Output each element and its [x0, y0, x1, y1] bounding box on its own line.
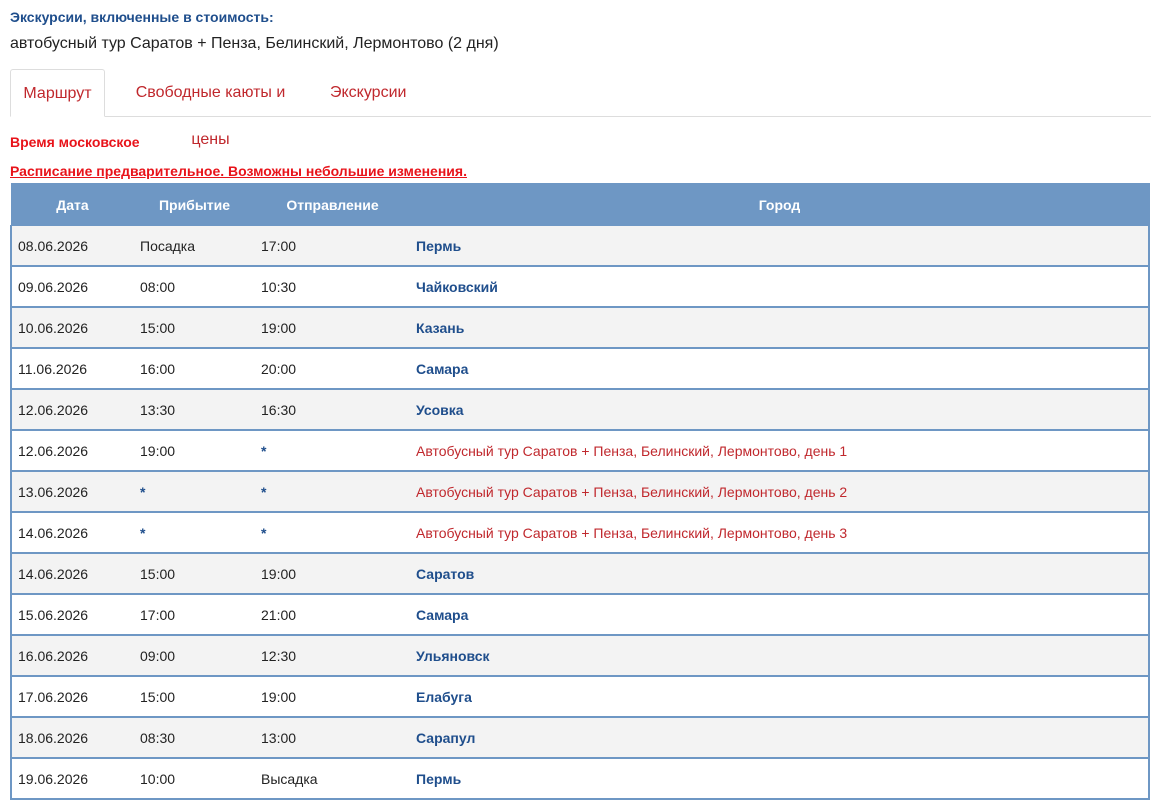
header-departure: Отправление — [255, 184, 410, 226]
row-city-link[interactable]: Елабуга — [410, 676, 1149, 717]
tab-route[interactable]: Маршрут — [10, 69, 105, 117]
row-arrival: Посадка — [134, 226, 255, 267]
row-arrival: * — [134, 512, 255, 553]
row-arrival: 15:00 — [134, 676, 255, 717]
row-departure: * — [255, 471, 410, 512]
table-row — [11, 266, 1149, 307]
row-date: 16.06.2026 — [11, 635, 134, 676]
row-departure: 19:00 — [255, 307, 410, 348]
row-date: 13.06.2026 — [11, 471, 134, 512]
excursions-title: Экскурсии, включенные в стоимость: — [10, 9, 274, 25]
table-header-row — [11, 184, 1149, 226]
row-date: 19.06.2026 — [11, 758, 134, 799]
table-row — [11, 758, 1149, 799]
table-row — [11, 430, 1149, 471]
row-date: 18.06.2026 — [11, 717, 134, 758]
row-date: 09.06.2026 — [11, 266, 134, 307]
schedule-disclaimer: Расписание предварительное. Возможны небольшие изменения. — [10, 163, 467, 179]
row-city-link[interactable]: Казань — [410, 307, 1149, 348]
row-arrival: 19:00 — [134, 430, 255, 471]
row-city-link[interactable]: Саратов — [410, 553, 1149, 594]
row-excursion-link[interactable]: Автобусный тур Саратов + Пенза, Белинский, Лермонтово, день 2 — [410, 471, 1149, 512]
header-city: Город — [410, 184, 1149, 226]
header-date: Дата — [11, 184, 134, 226]
row-date: 12.06.2026 — [11, 389, 134, 430]
row-date: 14.06.2026 — [11, 553, 134, 594]
header-arrival: Прибытие — [134, 184, 255, 226]
row-arrival: 17:00 — [134, 594, 255, 635]
row-arrival: 09:00 — [134, 635, 255, 676]
row-departure: 20:00 — [255, 348, 410, 389]
row-city-link[interactable]: Самара — [410, 594, 1149, 635]
row-arrival: 08:30 — [134, 717, 255, 758]
row-arrival: 13:30 — [134, 389, 255, 430]
tab-cabins-prices[interactable]: Свободные каюты и цены — [135, 84, 286, 148]
row-city-link[interactable]: Сарапул — [410, 717, 1149, 758]
table-row — [11, 226, 1149, 267]
row-arrival: 15:00 — [134, 307, 255, 348]
row-city-link[interactable]: Усовка — [410, 389, 1149, 430]
table-row — [11, 717, 1149, 758]
table-row — [11, 512, 1149, 553]
row-date: 08.06.2026 — [11, 226, 134, 267]
row-excursion-link[interactable]: Автобусный тур Саратов + Пенза, Белинский, Лермонтово, день 3 — [410, 512, 1149, 553]
row-date: 17.06.2026 — [11, 676, 134, 717]
row-departure: 19:00 — [255, 676, 410, 717]
row-city-link[interactable]: Чайковский — [410, 266, 1149, 307]
row-departure: 12:30 — [255, 635, 410, 676]
row-arrival: 16:00 — [134, 348, 255, 389]
row-departure: 21:00 — [255, 594, 410, 635]
row-departure: 19:00 — [255, 553, 410, 594]
table-row — [11, 635, 1149, 676]
excursions-item: автобусный тур Саратов + Пенза, Белинский, Лермонтово (2 дня) — [10, 35, 499, 52]
row-city-link[interactable]: Самара — [410, 348, 1149, 389]
table-row — [11, 307, 1149, 348]
row-arrival: 10:00 — [134, 758, 255, 799]
row-date: 11.06.2026 — [11, 348, 134, 389]
row-date: 15.06.2026 — [11, 594, 134, 635]
schedule-body — [11, 226, 1149, 800]
excursions-block — [10, 8, 499, 54]
row-excursion-link[interactable]: Автобусный тур Саратов + Пенза, Белинский, Лермонтово, день 1 — [410, 430, 1149, 471]
row-arrival: * — [134, 471, 255, 512]
table-row — [11, 676, 1149, 717]
table-row — [11, 553, 1149, 594]
row-city-link[interactable]: Пермь — [410, 226, 1149, 267]
row-arrival: 15:00 — [134, 553, 255, 594]
table-row — [11, 389, 1149, 430]
row-arrival: 08:00 — [134, 266, 255, 307]
row-departure: * — [255, 512, 410, 553]
row-date: 12.06.2026 — [11, 430, 134, 471]
row-departure: 16:30 — [255, 389, 410, 430]
row-city-link[interactable]: Пермь — [410, 758, 1149, 799]
row-departure: 17:00 — [255, 226, 410, 267]
moscow-time-note: Время московское — [10, 134, 140, 150]
row-date: 14.06.2026 — [11, 512, 134, 553]
row-departure: * — [255, 430, 410, 471]
row-date: 10.06.2026 — [11, 307, 134, 348]
row-departure: 10:30 — [255, 266, 410, 307]
table-row — [11, 348, 1149, 389]
row-departure: 13:00 — [255, 717, 410, 758]
row-city-link[interactable]: Ульяновск — [410, 635, 1149, 676]
tab-excursions[interactable]: Экскурсии — [330, 84, 407, 101]
table-row — [11, 471, 1149, 512]
schedule-table — [10, 183, 1150, 800]
table-row — [11, 594, 1149, 635]
row-departure: Высадка — [255, 758, 410, 799]
